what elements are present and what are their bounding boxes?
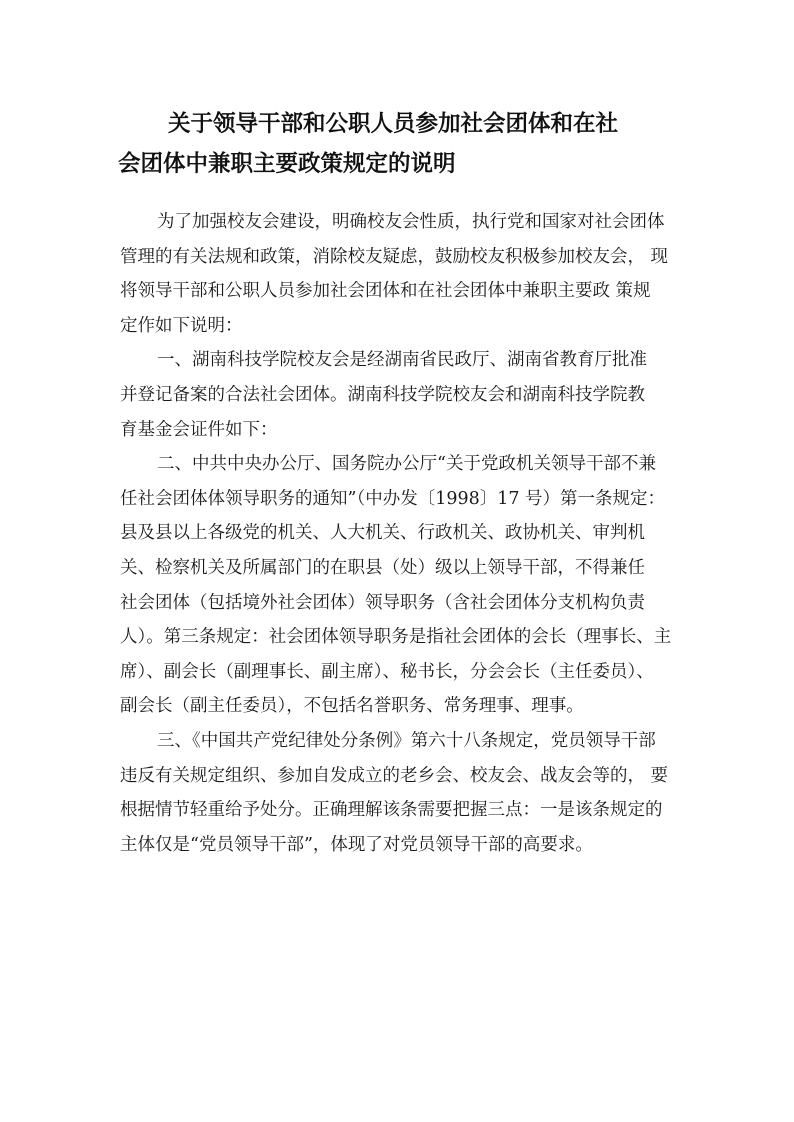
- paragraph-2-line-4: 关、检察机关及所属部门的在职县（处）级以上领导干部，不得兼任: [120, 557, 645, 578]
- paragraph-2-line-7: 席）、副会长（副理事长、副主席）、秘书长，分会会长（主任委员）、: [120, 661, 654, 682]
- document-body: [120, 205, 690, 862]
- title-line-1: 关于领导干部和公职人员参加社会团体和在社: [168, 111, 619, 137]
- document-title: [118, 104, 698, 184]
- paragraph-3-line-2: 违反有关规定组织、参加自发成立的老乡会、校友会、战友会等的， 要: [120, 765, 669, 786]
- paragraph-2-line-3: 县及县以上各级党的机关、人大机关、行政机关、政协机关、审判机: [120, 523, 645, 544]
- paragraph-2-line-6: 人）。第三条规定：社会团体领导职务是指社会团体的会长（理事长、主: [120, 627, 672, 648]
- paragraph-2-line-5: 社会团体（包括境外社会团体）领导职务（含社会团体分支机构负责: [120, 592, 645, 613]
- paragraph-3-line-4: 主体仅是“党员领导干部”，体现了对党员领导干部的高要求。: [120, 834, 593, 855]
- paragraph-intro-line-2: 管理的有关法规和政策，消除校友疑虑，鼓励校友积极参加校友会， 现: [120, 246, 669, 267]
- paragraph-intro-line-1: 为了加强校友会建设，明确校友会性质，执行党和国家对社会团体: [157, 212, 665, 232]
- paragraph-intro-line-3: 将领导干部和公职人员参加社会团体和在社会团体中兼职主要政 策规: [120, 281, 651, 302]
- paragraph-1-line-3: 育基金会证件如下：: [120, 419, 278, 440]
- paragraph-1-line-2: 并登记备案的合法社会团体。湖南科技学院校友会和湖南科技学院教: [120, 384, 645, 405]
- paragraph-2-line-2: 任社会团体体领导职务的通知”（中办发〔1998〕17 号）第一条规定：: [120, 488, 666, 509]
- paragraph-intro-line-4: 定作如下说明：: [120, 315, 243, 336]
- title-line-2: 会团体中兼职主要政策规定的说明: [118, 151, 456, 177]
- paragraph-2-line-8: 副会长（副主任委员），不包括名誉职务、常务理事、理事。: [120, 696, 584, 717]
- paragraph-1-line-1: 一、湖南科技学院校友会是经湖南省民政厅、湖南省教育厅批准: [157, 350, 647, 371]
- paragraph-3-line-1: 三、《中国共产党纪律处分条例》第六十八条规定，党员领导干部: [157, 730, 656, 751]
- paragraph-3-line-3: 根据情节轻重给予处分。正确理解该条需要把握三点：一是该条规定的: [120, 800, 663, 821]
- paragraph-2-line-1: 二、中共中央办公厅、国务院办公厅“关于党政机关领导干部不兼: [157, 454, 656, 475]
